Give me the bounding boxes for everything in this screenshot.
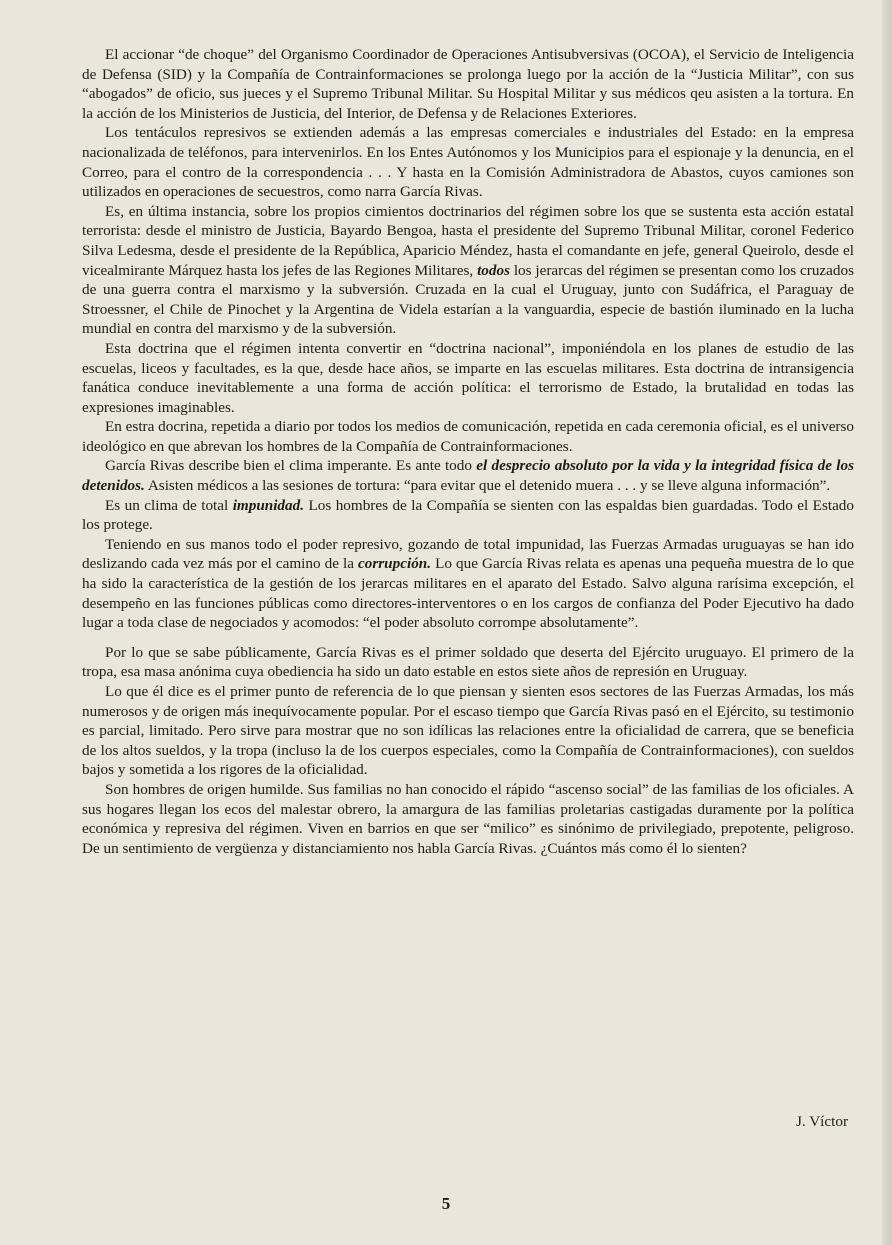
paragraph-5: En estra docrina, repetida a diario por todos los medios de comunicación, repetida en cada ceremonia oficial, es el universo ideológico en que abrevan los hombres de la Compañía de Contrainformaciones. — [82, 418, 854, 455]
emphasis-todos: todos — [477, 261, 510, 279]
emphasis-corrupcion: corrupción. — [358, 555, 432, 573]
signature: J. Víctor — [795, 1113, 848, 1130]
paragraph-2: Los tentáculos represivos se extienden además a las empresas comerciales e industriales del Estado: en la empresa nacionalizada de teléfonos, para intervenirlos. En los Entes Autónomos y los Municipios para el espionaje y la denuncia, en el Correo, para el contro de la correspondencia . . . Y hasta en la Comisión Administradora de Abastos, cuyos camiones son utilizados en operaciones de secuestros, como narra García Rivas. — [82, 124, 854, 201]
paragraph-4: Esta doctrina que el régimen intenta convertir en “doctrina nacional”, imponiéndola en los planes de estudio de las escuelas, liceos y facultades, es la que, desde hace años, se imparte en las escuelas militares. Esta doctrina de intransigencia fanática conduce inevitablemente a una forma de acción política: el terrorismo de Estado, la brutalidad en todas las expresiones imaginables. — [82, 339, 854, 416]
article-body — [82, 45, 854, 858]
paragraph-10: Lo que él dice es el primer punto de referencia de lo que piensan y sienten esos sectores de las Fuerzas Armadas, los más numerosos y de origen más inequívocamente popular. Por el escaso tiempo que García Rivas pasó en el Ejército, su testimonio es parcial, limitado. Pero sirve para mostrar que no son idílicas las relaciones entre la oficialidad de carrera, que se beneficia de los altos sueldos, y la tropa (incluso la de los cuerpos especiales, como la Compañía de Contrainformaciones), con sueldos bajos y sometida a los rigores de la oficialidad. — [82, 683, 854, 779]
page-number: 5 — [441, 1194, 451, 1213]
paragraph-3: Es, en última instancia, sobre los propios cimientos doctrinarios del régimen sobre los que se sustenta esta acción estatal terrorista: desde el ministro de Justicia, Bayardo Bengoa, hasta el presidente del Supremo Tribunal Militar, coronel Federico Silva Ledesma, desde el presidente de la República, Aparicio Méndez, hasta el comandante en jefe, general Queirolo, desde el vicealmirante Márquez hasta los jefes de las Regiones Militares, todos los jerarcas del régimen se presentan como los cruzados de una guerra contra el marxismo y la subversión. Cruzada en la cual el Uruguay, junto con Sudáfrica, el Paraguay de Stroessner, el Chile de Pinochet y la Argentina de Videla estarían a la vanguardia, especie de bastión iluminado en la lucha mundial en contra del marxismo y de la subversión. — [82, 202, 854, 338]
emphasis-impunidad: impunidad. — [232, 496, 305, 514]
paragraph-11: Son hombres de origen humilde. Sus familias no han conocido el rápido “ascenso social” de las familias de los oficiales. A sus hogares llegan los ecos del malestar obrero, la amargura de las familias proletarias castigadas duramente por la política económica y represiva del régimen. Viven en barrios en que ser “milico” es sinónimo de privilegiado, prepotente, peligroso. De un sentimiento de vergüenza y distanciamiento nos habla García Rivas. ¿Cuántos más como él lo sienten? — [82, 780, 854, 857]
emphasis-desprecio: el desprecio absoluto por la vida y la integridad física de los detenidos. — [82, 457, 854, 495]
paragraph-7: Es un clima de total impunidad. Los hombres de la Compañía se sienten con las espaldas bien guardadas. Todo el Estado los protege. — [82, 496, 854, 534]
paragraph-8: Teniendo en sus manos todo el poder represivo, gozando de total impunidad, las Fuerzas Armadas uruguayas se han ido deslizando cada vez más por el camino de la corrupción. Lo que García Rivas relata es apenas una pequeña muestra de lo que ha sido la característica de la gestión de los jerarcas militares en el aparato del Estado. Salvo alguna rarísima excepción, el desempeño en las funciones públicas como directores-interventores o en los cargos de confianza del Poder Ejecutivo ha dado lugar a toda clase de negociados y acomodos: “el poder absoluto corrompe absolutamente”. — [82, 535, 855, 632]
paragraph-1: El accionar “de choque” del Organismo Coordinador de Operaciones Antisubversivas (OCOA), el Servicio de Inteligencia de Defensa (SID) y la Compañía de Contrainformaciones se prolonga luego por la acción de la “Justicia Militar”, con sus “abogados” de oficio, sus jueces y el Supremo Tribunal Militar. Su Hospital Militar y sus médicos qeu asisten a la tortura. En la acción de los Ministerios de Justicia, del Interior, de Defensa y de Relaciones Exteriores. — [82, 46, 854, 122]
paragraph-9: Por lo que se sabe públicamente, García Rivas es el primer soldado que deserta del Ejército uruguayo. El primero de la tropa, esa masa anónima cuya obediencia ha sido un dato estable en estos siete años de represión en Uruguay. — [82, 643, 854, 681]
paragraph-6: García Rivas describe bien el clima imperante. Es ante todo el desprecio absoluto por la vida y la integridad física de los detenidos. Asisten médicos a las sesiones de tortura: “para evitar que el detenido muera . . . y se lleve alguna información”. — [82, 457, 854, 495]
page-edge-shadow — [882, 0, 892, 1245]
